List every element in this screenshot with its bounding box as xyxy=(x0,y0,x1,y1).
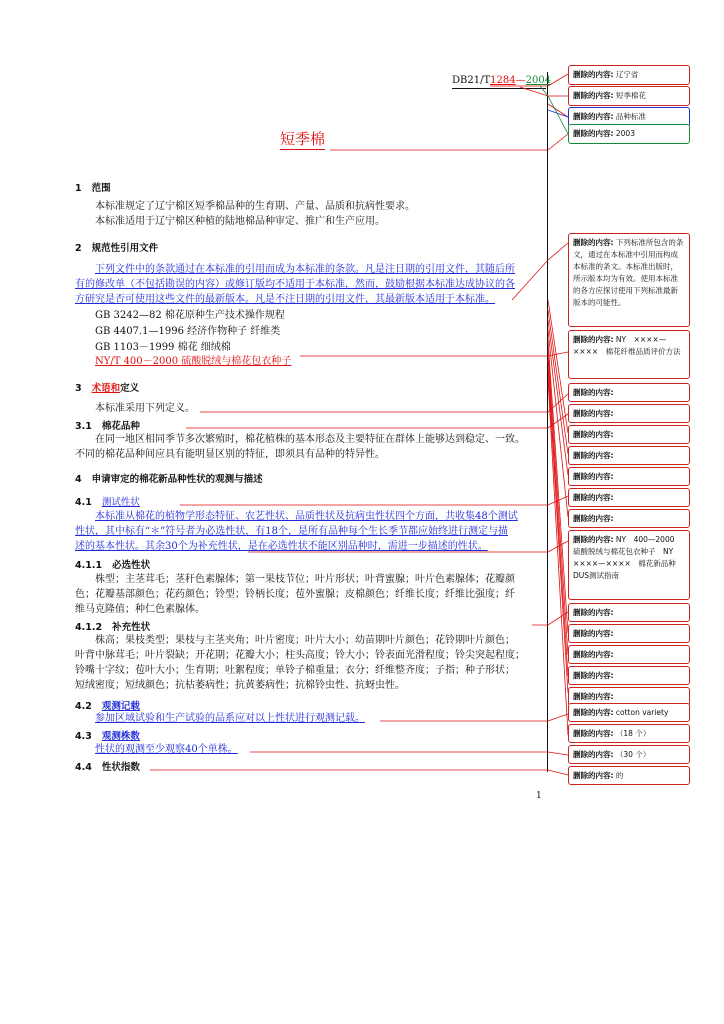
section-4-1-2-heading: 4.1.2 补充性状 xyxy=(75,622,151,633)
comment-balloon-3[interactable]: 删除的内容: 品种标准 xyxy=(568,107,690,127)
doc-number-deleted: 1284 xyxy=(490,75,516,86)
comment-balloon-8[interactable]: 删除的内容: xyxy=(568,404,690,423)
section-1-heading: 1 范围 xyxy=(75,183,111,194)
section-4-2-para: 参加区域试验和生产试验的品系应对以上性状进行观测记载。 xyxy=(95,713,365,724)
comment-balloon-21[interactable]: 删除的内容: （18 个） xyxy=(568,724,690,743)
section-4-4-heading: 4.4 性状指数 xyxy=(75,762,140,773)
comment-balloon-12[interactable]: 删除的内容: xyxy=(568,488,690,507)
page-number: 1 xyxy=(536,791,542,801)
comment-balloon-14[interactable]: 删除的内容: NY 400—2000 硫酸脱绒与棉花包衣种子 NY ××××—×××× 棉花新品种DUS测试指南 xyxy=(568,530,690,600)
section-4-1-2-line-2: 叶背中脉茸毛；叶片裂缺；开花期；花瓣大小；柱头高度；铃大小；铃表面光滑程度；铃尖突起程度； xyxy=(75,650,525,661)
section-2-para-line-3: 方研究是否可使用这些文件的最新版本。凡是不注日期的引用文件，其最新版本适用于本标准。 xyxy=(75,294,495,305)
section-3-1-para-2: 不同的棉花品种间应具有能明显区别的特征，即须具有品种的特异性。 xyxy=(75,449,385,460)
section-4-1-1-line-2: 色；花瓣基部颜色；花药颜色；铃型；铃柄长度；苞外蜜腺；皮棉颜色；纤维长度；纤维比强度；纤 xyxy=(75,589,515,600)
comment-balloon-22[interactable]: 删除的内容: （30 个） xyxy=(568,745,690,764)
section-4-2-heading: 4.2 观测记载 xyxy=(75,701,140,712)
doc-year-inserted: 2004 xyxy=(525,75,552,86)
comment-balloon-5[interactable]: 删除的内容: 下列标准所包含的条文，通过在本标准中引用而构成本标准的条文。本标准出版时，所示版本均为有效。使用本标准的各方应探讨使用下列标准最新版本的可能性。 xyxy=(568,233,690,327)
section-3-1-heading: 3.1 棉花品种 xyxy=(75,421,140,432)
comment-balloon-17[interactable]: 删除的内容: xyxy=(568,645,690,664)
comment-balloon-10[interactable]: 删除的内容: xyxy=(568,446,690,465)
reference-gb4407: GB 4407.1—1996 经济作物种子 纤维类 xyxy=(95,326,281,337)
section-1-para-2: 本标准适用于辽宁棉区种植的陆地棉品种审定、推广和生产应用。 xyxy=(95,216,385,227)
section-4-1-heading: 4.1 测试性状 xyxy=(75,497,140,508)
reference-gb3242: GB 3242—82 棉花原种生产技术操作规程 xyxy=(95,310,285,321)
comment-balloon-13[interactable]: 删除的内容: xyxy=(568,509,690,528)
comment-balloon-16[interactable]: 删除的内容: xyxy=(568,624,690,643)
doc-title: 短季棉 xyxy=(280,130,326,148)
comment-balloon-6[interactable]: 删除的内容: NY ××××—×××× 棉花纤维品质评价方法 xyxy=(568,330,690,379)
section-2-para-line-2: 有的修改单（不包括勘误的内容）或修订版均不适用于本标准，然而，鼓励根据本标准达成协议的各 xyxy=(75,279,515,290)
comment-balloon-15[interactable]: 删除的内容: xyxy=(568,603,690,622)
comment-balloon-18[interactable]: 删除的内容: xyxy=(568,666,690,685)
section-4-1-line-3: 述的基本性状。其余30个为补充性状，是在必选性状不能区别品种时，需进一步描述的性状。 xyxy=(75,541,488,552)
comment-balloon-4[interactable]: 删除的内容: 2003 xyxy=(568,124,690,144)
section-4-1-1-line-1: 株型；主茎茸毛；茎秆色素腺体；第一果枝节位；叶片形状；叶背蜜腺；叶片色素腺体；花瓣颜 xyxy=(95,574,515,585)
section-4-3-para: 性状的观测至少观察40个单株。 xyxy=(95,744,238,755)
doc-code: DB21/T xyxy=(452,75,491,86)
section-4-3-heading: 4.3 观测株数 xyxy=(75,731,140,742)
section-4-1-1-heading: 4.1.1 必选性状 xyxy=(75,560,151,571)
comment-balloon-19[interactable]: 删除的内容: xyxy=(568,687,690,706)
comment-balloon-11[interactable]: 删除的内容: xyxy=(568,467,690,486)
section-4-1-line-1: 本标准从棉花的植物学形态特征、农艺性状、品质性状及抗病虫性状四个方面，共收集48个测试 xyxy=(95,511,518,522)
doc-dash: — xyxy=(515,75,526,86)
section-3-1-para-1: 在同一地区相同季节多次繁殖时，棉花植株的基本形态及主要特征在群体上能够达到稳定、一致。 xyxy=(95,434,525,445)
section-4-1-line-2: 性状，其中标有“＊”符号者为必选性状，有18个，是所有品种每个生长季节都应始终进行测定与描 xyxy=(75,526,508,537)
section-4-1-1-line-3: 维马克隆值；种仁色素腺体。 xyxy=(75,604,205,615)
section-1-para-1: 本标准规定了辽宁棉区短季棉品种的生育期、产量、品质和抗病性要求。 xyxy=(95,201,415,212)
comment-balloon-7[interactable]: 删除的内容: xyxy=(568,383,690,402)
section-4-heading: 4 申请审定的棉花新品种性状的观测与描述 xyxy=(75,474,263,485)
section-4-1-2-line-1: 株高；果枝类型；果枝与主茎夹角；叶片密度；叶片大小；幼苗期叶片颜色；花铃期叶片颜色； xyxy=(95,635,515,646)
section-2-para-line-1: 下列文件中的条款通过在本标准的引用而成为本标准的条款。凡是注日期的引用文件，其随后所 xyxy=(95,264,515,275)
section-4-1-2-line-3: 铃嘴十字纹；苞叶大小；生育期；吐絮程度；单铃子棉重量；衣分；纤维整齐度；子指；种子形状； xyxy=(75,665,515,676)
comment-balloon-9[interactable]: 删除的内容: xyxy=(568,425,690,444)
comment-balloon-1[interactable]: 删除的内容: 辽宁省 xyxy=(568,65,690,85)
section-4-1-2-line-4: 短绒密度；短绒颜色；抗枯萎病性；抗黄萎病性；抗棉铃虫性、抗蚜虫性。 xyxy=(75,680,405,691)
comment-balloon-2[interactable]: 删除的内容: 短季棉花 xyxy=(568,86,690,106)
comment-balloon-23[interactable]: 删除的内容: 的 xyxy=(568,766,690,785)
section-3-heading: 3 术语和定义 xyxy=(75,383,140,394)
comment-balloon-20[interactable]: 删除的内容: cotton variety xyxy=(568,703,690,722)
reference-nyt400: NY/T 400－2000 硫酸脱绒与棉花包衣种子 xyxy=(95,356,292,367)
section-3-para: 本标准采用下列定义。 xyxy=(95,403,195,414)
reference-gb1103: GB 1103－1999 棉花 细绒棉 xyxy=(95,342,231,353)
section-2-heading: 2 规范性引用文件 xyxy=(75,243,159,254)
